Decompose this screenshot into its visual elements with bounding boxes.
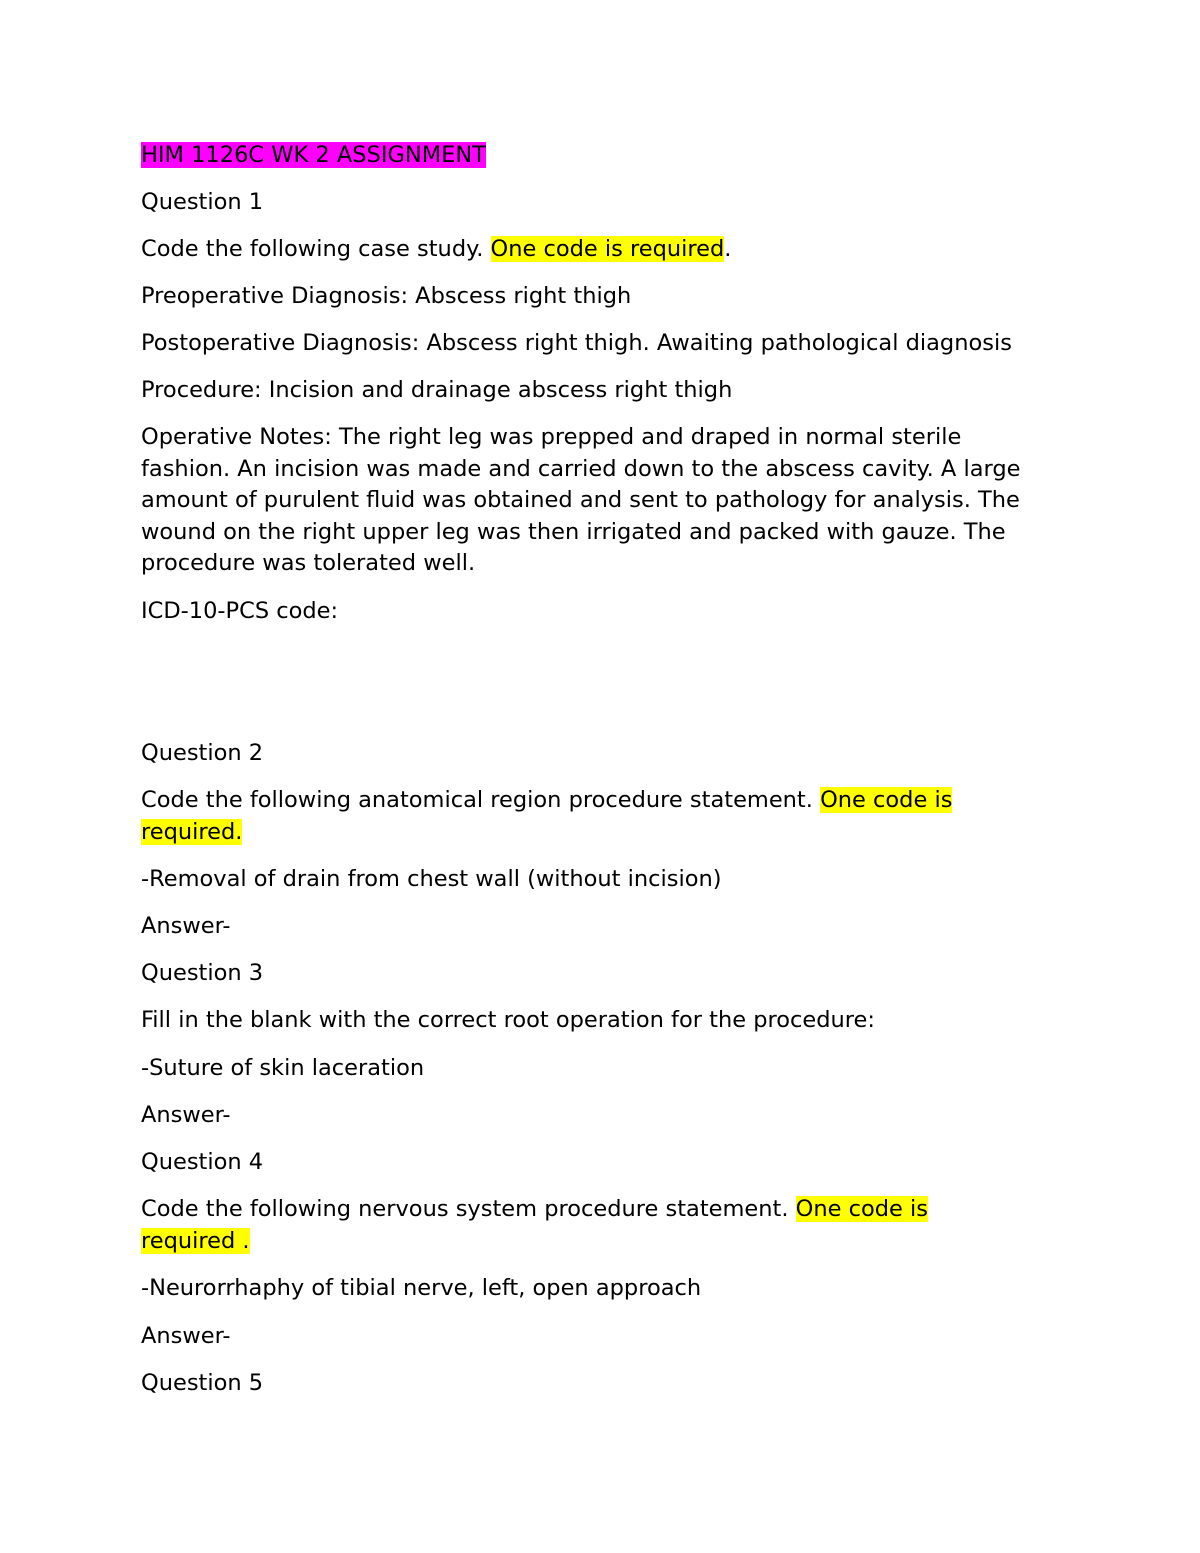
required-highlight: required . xyxy=(141,1228,250,1254)
question-1-heading: Question 1 xyxy=(141,189,264,215)
instruction-text: Code the following nervous system procedure statement. xyxy=(141,1196,796,1222)
instruction-text: Code the following case study. xyxy=(141,236,491,262)
question-2-instruction-cont xyxy=(141,817,242,849)
question-3-instruction: Fill in the blank with the correct root operation for the procedure: xyxy=(141,1007,875,1033)
procedure-line: Procedure: Incision and drainage abscess right thigh xyxy=(141,377,733,403)
question-5-heading: Question 5 xyxy=(141,1370,264,1396)
required-highlight: required. xyxy=(141,819,243,845)
required-highlight: One code is xyxy=(795,1196,929,1222)
question-3-heading: Question 3 xyxy=(141,960,264,986)
instruction-text: Code the following anatomical region procedure statement. xyxy=(141,787,821,813)
title-highlight: HIM 1126C WK 2 ASSIGNMENT xyxy=(141,142,486,168)
question-3-statement: -Suture of skin laceration xyxy=(141,1055,425,1081)
question-2-statement: -Removal of drain from chest wall (without incision) xyxy=(141,866,722,892)
instruction-end: . xyxy=(724,236,732,262)
question-2-answer: Answer- xyxy=(141,913,231,939)
question-4-answer: Answer- xyxy=(141,1323,231,1349)
document-title xyxy=(141,140,486,172)
operative-notes: Operative Notes: The right leg was prepped and draped in normal sterile fashion. An incision was made and carried down to the abscess cavity. A large amount of purulent fluid was obtained and sent to pathology for analysis. The wound on the right upper leg was then irrigated and packed with gauze. The procedure was tolerated well. xyxy=(141,424,1021,576)
icd-code-label: ICD-10-PCS code: xyxy=(141,598,339,624)
question-2-instruction xyxy=(141,785,952,817)
preoperative-diagnosis: Preoperative Diagnosis: Abscess right thigh xyxy=(141,283,632,309)
required-highlight: One code is xyxy=(820,787,953,813)
question-1-instruction xyxy=(141,234,731,266)
question-4-heading: Question 4 xyxy=(141,1149,264,1175)
question-2-heading: Question 2 xyxy=(141,740,264,766)
postoperative-diagnosis: Postoperative Diagnosis: Abscess right thigh. Awaiting pathological diagnosis xyxy=(141,330,1012,356)
question-4-statement: -Neurorrhaphy of tibial nerve, left, open approach xyxy=(141,1275,702,1301)
required-highlight: One code is required xyxy=(490,236,725,262)
question-4-instruction-cont xyxy=(141,1226,250,1258)
question-3-answer: Answer- xyxy=(141,1102,231,1128)
question-4-instruction xyxy=(141,1194,928,1226)
